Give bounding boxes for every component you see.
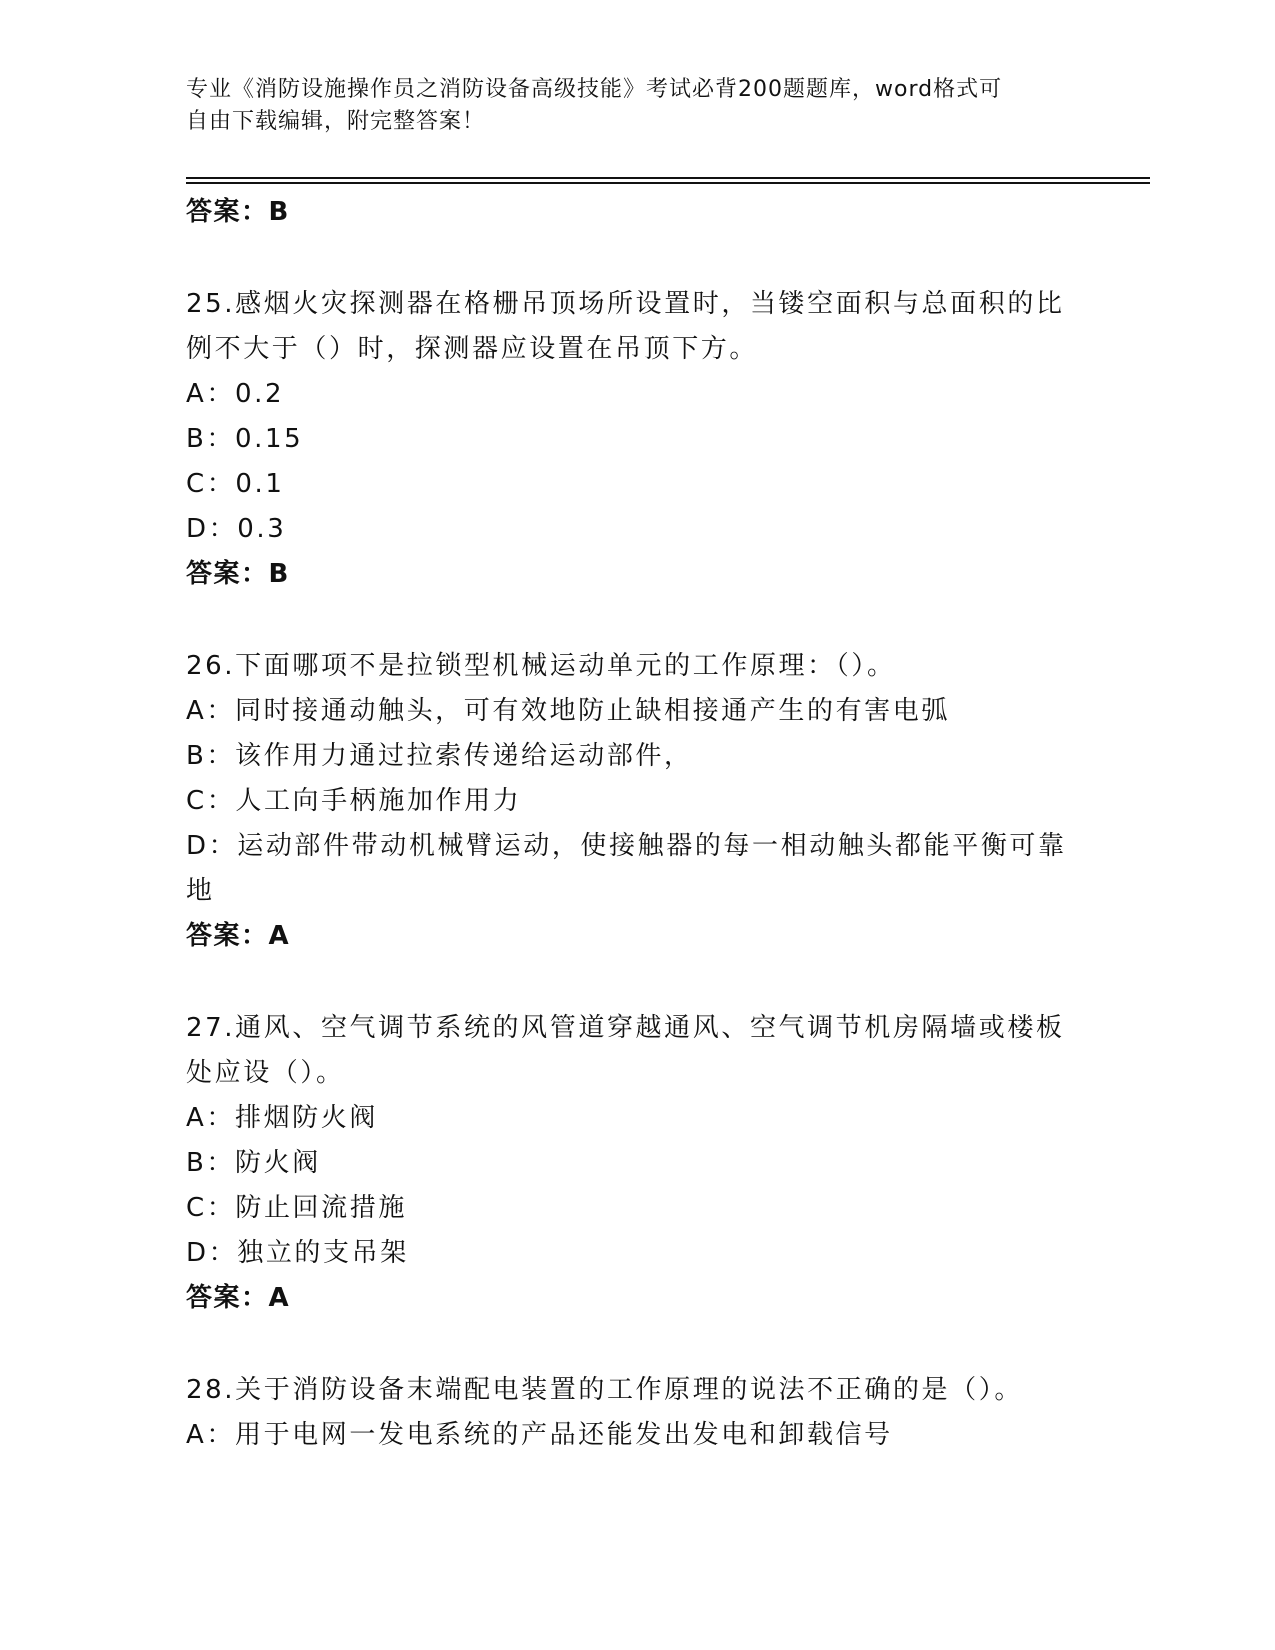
option-b: B：该作用力通过拉索传递给运动部件， — [186, 741, 693, 771]
answer: 答案：A — [186, 1283, 291, 1313]
option-d-continued: 地 — [186, 876, 215, 906]
option-c: C：人工向手柄施加作用力 — [186, 786, 522, 816]
question-stem-continued: 处应设（）。 — [186, 1058, 345, 1088]
answer: 答案：A — [186, 921, 291, 951]
option-a: A：用于电网一发电系统的产品还能发出发电和卸载信号 — [186, 1420, 893, 1450]
question-stem: 25.感烟火灾探测器在格栅吊顶场所设置时，当镂空面积与总面积的比 — [186, 289, 1065, 319]
question-26 — [186, 644, 1086, 959]
option-c: C：0.1 — [186, 469, 285, 499]
question-stem: 27.通风、空气调节系统的风管道穿越通风、空气调节机房隔墙或楼板 — [186, 1013, 1065, 1043]
question-stem-continued: 例不大于（）时，探测器应设置在吊顶下方。 — [186, 334, 759, 364]
spacer — [186, 235, 1086, 282]
option-a: A：同时接通动触头，可有效地防止缺相接通产生的有害电弧 — [186, 696, 950, 726]
spacer — [186, 1321, 1086, 1368]
spacer — [186, 959, 1086, 1006]
header-divider-bottom — [186, 182, 1150, 184]
header-line-2: 自由下载编辑，附完整答案！ — [186, 109, 486, 134]
question-stem: 26.下面哪项不是拉锁型机械运动单元的工作原理：（）。 — [186, 651, 896, 681]
previous-answer: 答案：B — [186, 197, 290, 227]
option-a: A：排烟防火阀 — [186, 1103, 378, 1133]
option-d: D：独立的支吊架 — [186, 1238, 409, 1268]
question-28 — [186, 1368, 1086, 1458]
option-c: C：防止回流措施 — [186, 1193, 407, 1223]
option-b: B：防火阀 — [186, 1148, 321, 1178]
question-list — [186, 190, 1086, 1458]
spacer — [186, 597, 1086, 644]
question-stem: 28.关于消防设备末端配电装置的工作原理的说法不正确的是（）。 — [186, 1375, 1023, 1405]
option-b: B：0.15 — [186, 424, 304, 454]
document-header — [186, 74, 1066, 138]
question-25 — [186, 282, 1086, 597]
answer: 答案：B — [186, 559, 290, 589]
header-divider-top — [186, 177, 1150, 179]
header-line-1: 专业《消防设施操作员之消防设备高级技能》考试必背200题题库，word格式可 — [186, 77, 1003, 102]
option-d: D：运动部件带动机械臂运动，使接触器的每一相动触头都能平衡可靠 — [186, 831, 1067, 861]
option-a: A：0.2 — [186, 379, 285, 409]
option-d: D：0.3 — [186, 514, 287, 544]
question-27 — [186, 1006, 1086, 1321]
